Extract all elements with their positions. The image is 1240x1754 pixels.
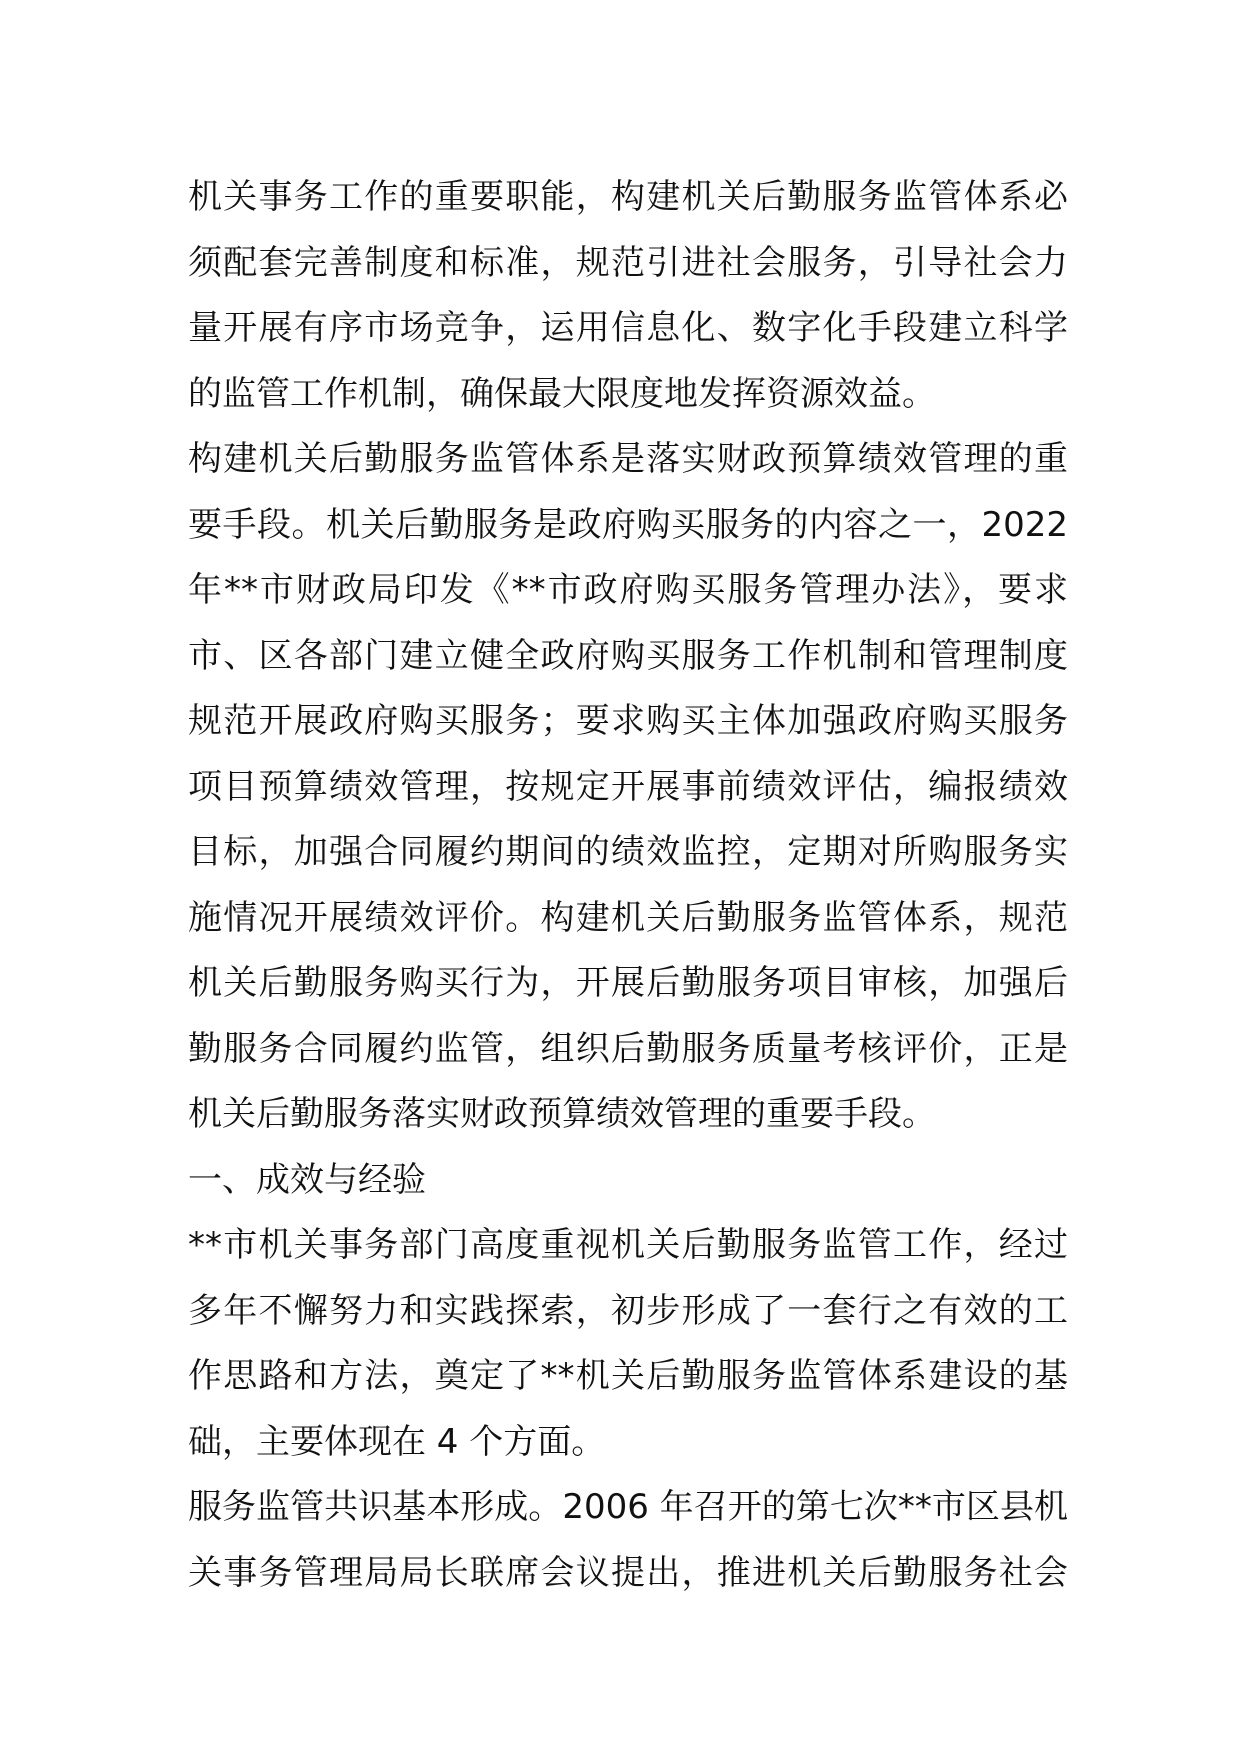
text-line: 规范开展政府购买服务；要求购买主体加强政府购买服务: [188, 701, 1068, 741]
text-line: 施情况开展绩效评价。构建机关后勤服务监管体系，规范: [188, 897, 1068, 938]
text-line: 作思路和方法，奠定了**机关后勤服务监管体系建设的基: [188, 1356, 1068, 1396]
text-line: 项目预算绩效管理，按规定开展事前绩效评估，编报绩效: [188, 766, 1068, 807]
text-line: 机关后勤服务落实财政预算绩效管理的重要手段。: [188, 1094, 936, 1134]
section-heading: 一、成效与经验: [188, 1159, 426, 1200]
text-line: 机关事务工作的重要职能，构建机关后勤服务监管体系必: [188, 177, 1068, 217]
text-line: 目标，加强合同履约期间的绩效监控，定期对所购服务实: [188, 832, 1068, 872]
text-line: 须配套完善制度和标准，规范引进社会服务，引导社会力: [188, 242, 1068, 283]
text-line: 勤服务合同履约监管，组织后勤服务质量考核评价，正是: [188, 1028, 1068, 1069]
text-line: 构建机关后勤服务监管体系是落实财政预算绩效管理的重: [188, 439, 1068, 479]
document-body: [188, 165, 1068, 1606]
text-line: 础，主要体现在 4 个方面。: [188, 1421, 606, 1462]
text-line: 机关后勤服务购买行为，开展后勤服务项目审核，加强后: [188, 963, 1068, 1003]
text-line: 市、区各部门建立健全政府购买服务工作机制和管理制度: [188, 635, 1068, 676]
text-line: 年**市财政局印发《**市政府购买服务管理办法》，要求: [188, 570, 1068, 610]
text-line: 服务监管共识基本形成。2006 年召开的第七次**市区县机: [188, 1487, 1068, 1527]
text-line: **市机关事务部门高度重视机关后勤服务监管工作，经过: [188, 1225, 1068, 1265]
text-line: 要手段。机关后勤服务是政府购买服务的内容之一，2022: [188, 504, 1068, 545]
text-line: 多年不懈努力和实践探索，初步形成了一套行之有效的工: [188, 1290, 1068, 1331]
text-line: 关事务管理局局长联席会议提出，推进机关后勤服务社会: [188, 1552, 1068, 1593]
text-line: 的监管工作机制，确保最大限度地发挥资源效益。: [188, 373, 936, 414]
text-line: 量开展有序市场竞争，运用信息化、数字化手段建立科学: [188, 308, 1068, 348]
